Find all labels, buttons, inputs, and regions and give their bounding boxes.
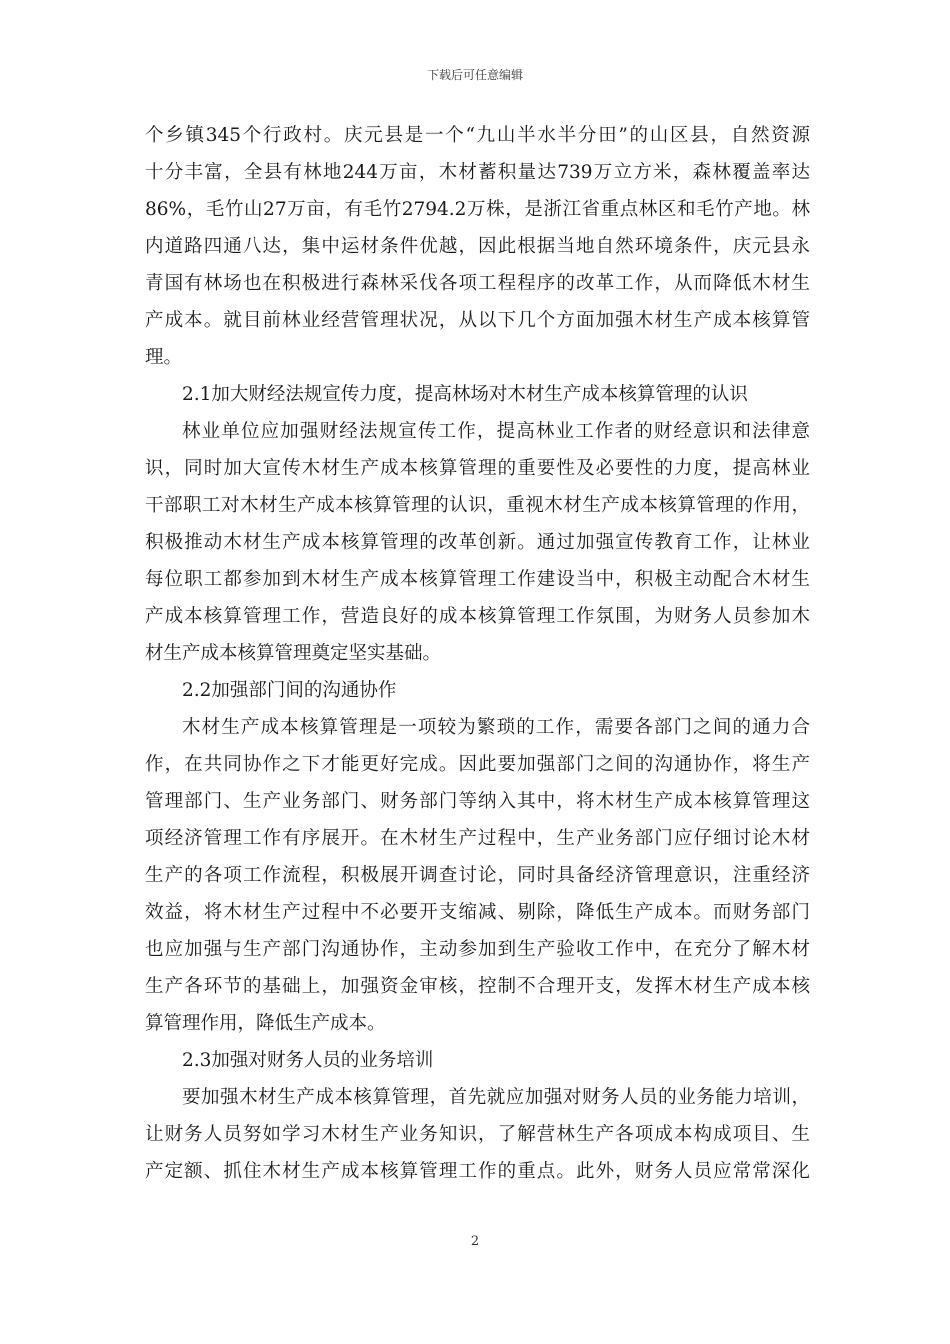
section-heading: 2.1加大财经法规宣传力度，提高林场对木材生产成本核算管理的认识 bbox=[182, 384, 748, 405]
section-heading: 2.3加强对财务人员的业务培训 bbox=[182, 1050, 434, 1071]
paragraph-line: 生产的各项工作流程，积极展开调查讨论，同时具备经济管理意识，注重经济 bbox=[145, 865, 810, 886]
page-header: 下载后可任意编辑 bbox=[426, 68, 523, 82]
paragraph-line: 个乡镇345个行政村。庆元县是一个“九山半水半分田”的山区县，自然资源 bbox=[145, 125, 810, 146]
section-heading: 2.2加强部门间的沟通协作 bbox=[182, 680, 397, 701]
paragraph-line: 生产各环节的基础上，加强资金审核，控制不合理开支，发挥木材生产成本核 bbox=[145, 976, 810, 997]
paragraph-line: 木材生产成本核算管理是一项较为繁琐的工作，需要各部门之间的通力合 bbox=[182, 717, 810, 738]
paragraph-line: 产成本。就目前林业经营管理状况，从以下几个方面加强木材生产成本核算管 bbox=[145, 310, 810, 331]
paragraph-line: 识，同时加大宣传木材生产成本核算管理的重要性及必要性的力度，提高林业 bbox=[145, 458, 810, 479]
paragraph-line: 青国有林场也在积极进行森林采伐各项工程程序的改革工作，从而降低木材生 bbox=[145, 273, 810, 294]
paragraph-line: 积极推动木材生产成本核算管理的改革创新。通过加强宣传教育工作，让林业 bbox=[145, 532, 810, 553]
paragraph-line: 产成本核算管理工作，营造良好的成本核算管理工作氛围，为财务人员参加木 bbox=[145, 606, 810, 627]
paragraph-line: 产定额、抓住木材生产成本核算管理工作的重点。此外，财务人员应常常深化 bbox=[145, 1161, 810, 1182]
paragraph-line: 86%，毛竹山27万亩，有毛竹2794.2万株，是浙江省重点林区和毛竹产地。林 bbox=[145, 199, 810, 220]
paragraph-line: 内道路四通八达，集中运材条件优越，因此根据当地自然环境条件，庆元县永 bbox=[145, 236, 810, 257]
paragraph-line: 理。 bbox=[145, 347, 183, 368]
paragraph-line: 材生产成本核算管理奠定坚实基础。 bbox=[145, 643, 442, 664]
paragraph-line: 管理部门、生产业务部门、财务部门等纳入其中，将木材生产成本核算管理这 bbox=[145, 791, 810, 812]
paragraph-line: 让财务人员努如学习木材生产业务知识，了解营林生产各项成本构成项目、生 bbox=[145, 1124, 810, 1145]
paragraph-line: 算管理作用，降低生产成本。 bbox=[145, 1013, 386, 1034]
paragraph-line: 效益，将木材生产过程中不必要开支缩减、剔除，降低生产成本。而财务部门 bbox=[145, 902, 810, 923]
paragraph-line: 也应加强与生产部门沟通协作，主动参加到生产验收工作中，在充分了解木材 bbox=[145, 939, 810, 960]
paragraph-line: 林业单位应加强财经法规宣传工作，提高林业工作者的财经意识和法律意 bbox=[182, 421, 810, 442]
paragraph-line: 作，在共同协作之下才能更好完成。因此要加强部门之间的沟通协作，将生产 bbox=[145, 754, 810, 775]
paragraph-line: 十分丰富，全县有林地244万亩，木材蓄积量达739万立方米，森林覆盖率达 bbox=[145, 162, 810, 183]
paragraph-line: 要加强木材生产成本核算管理，首先就应加强对财务人员的业务能力培训， bbox=[182, 1087, 810, 1108]
document-body bbox=[145, 117, 810, 1190]
paragraph-line: 干部职工对木材生产成本核算管理的认识，重视木材生产成本核算管理的作用， bbox=[145, 495, 810, 516]
page-number: 2 bbox=[470, 1234, 480, 1249]
paragraph-line: 每位职工都参加到木材生产成本核算管理工作建设当中，积极主动配合木材生 bbox=[145, 569, 810, 590]
paragraph-line: 项经济管理工作有序展开。在木材生产过程中，生产业务部门应仔细讨论木材 bbox=[145, 828, 810, 849]
